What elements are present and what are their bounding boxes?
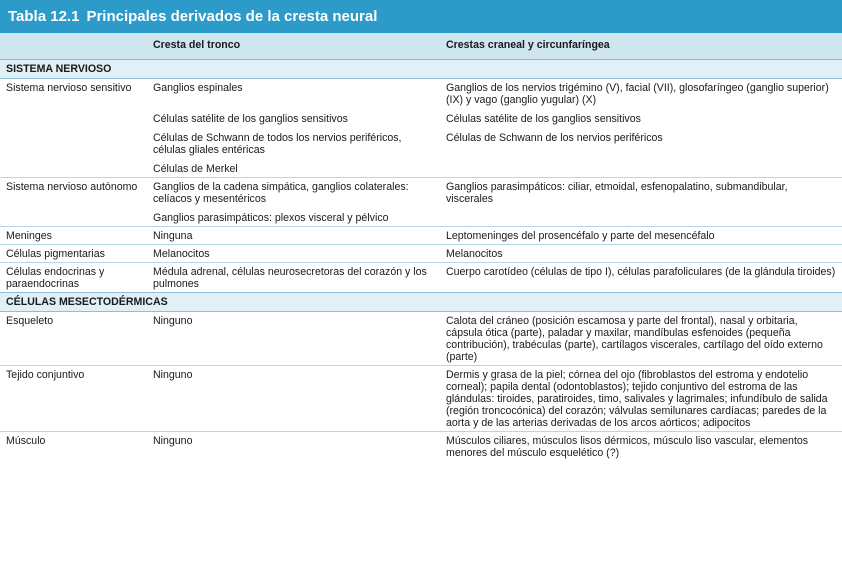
section-label: CÉLULAS MESECTODÉRMICAS xyxy=(0,293,842,312)
section-row xyxy=(0,293,842,312)
cranial-crest-cell: Leptomeninges del prosencéfalo y parte del mesencéfalo xyxy=(440,227,842,245)
header-trunk-crest: Cresta del tronco xyxy=(147,33,440,60)
row-category: Sistema nervioso autónomo xyxy=(0,178,147,227)
table-row xyxy=(0,366,842,432)
trunk-crest-cell: Ganglios espinales xyxy=(153,82,243,94)
cranial-crest-cell: Cuerpo carotídeo (células de tipo I), células parafoliculares (de la glándula tiroides) xyxy=(440,263,842,293)
table-header-row xyxy=(0,33,842,60)
trunk-crest-cell: Células satélite de los ganglios sensitivos xyxy=(153,113,348,125)
trunk-crest-cell: Ganglios parasimpáticos: plexos visceral y pélvico xyxy=(153,212,389,224)
cranial-crest-cell: Dermis y grasa de la piel; córnea del ojo (fibroblastos del estroma y endotelio corneal); papila dental (odontoblastos); tejido conjuntivo del estroma de las glándulas: tiroides, paratiroides, timo, salivales y lagrimales; infundíbulo de salida (región troncocónica) del corazón; válvulas semilunares cardíacas; paredes de la aorta y de las arterias derivadas de los arcos aórticos; adipocitos xyxy=(440,366,842,432)
cranial-crest-cell: Ganglios de los nervios trigémino (V), facial (VII), glosofaríngeo (ganglio superior) (IX) y vago (ganglio yugular) (X) xyxy=(446,82,829,106)
cranial-crest-cell: Células satélite de los ganglios sensitivos xyxy=(446,113,641,125)
derivatives-table xyxy=(0,33,842,461)
table-row xyxy=(0,227,842,245)
row-category: Músculo xyxy=(0,432,147,462)
row-category: Tejido conjuntivo xyxy=(0,366,147,432)
cranial-crest-cell xyxy=(440,207,842,227)
trunk-crest-cell: Ninguno xyxy=(147,432,440,462)
trunk-crest-cell: Ninguna xyxy=(147,227,440,245)
row-category: Células pigmentarias xyxy=(0,245,147,263)
trunk-crest-cell: Ganglios de la cadena simpática, ganglios colaterales: celíacos y mesentéricos xyxy=(147,178,440,208)
table-row xyxy=(0,245,842,263)
trunk-crest-cell: Ninguno xyxy=(153,315,193,327)
row-category: Sistema nervioso sensitivo xyxy=(6,82,132,94)
trunk-crest-cell: Ninguno xyxy=(147,366,440,432)
row-category: Meninges xyxy=(0,227,147,245)
cranial-crest-cell xyxy=(440,158,842,178)
row-category: Células endocrinas y paraendocrinas xyxy=(0,263,147,293)
trunk-crest-cell: Melanocitos xyxy=(147,245,440,263)
section-label: SISTEMA NERVIOSO xyxy=(0,60,842,79)
table-row xyxy=(0,432,842,462)
table-title-bar xyxy=(0,0,842,33)
table-row xyxy=(0,312,842,366)
header-category xyxy=(0,33,147,60)
table-title: Principales derivados de la cresta neural xyxy=(86,8,378,25)
cranial-crest-cell: Melanocitos xyxy=(440,245,842,263)
cranial-crest-cell: Ganglios parasimpáticos: ciliar, etmoidal, esfenopalatino, submandibular, viscerales xyxy=(440,178,842,208)
row-category: Esqueleto xyxy=(6,315,54,327)
table-body xyxy=(0,60,842,462)
table-number: Tabla 12.1 xyxy=(8,8,80,25)
table-row xyxy=(0,79,842,109)
cranial-crest-cell: Calota del cráneo (posición escamosa y parte del frontal), nasal y orbitaria, cápsula ótica (parte), paladar y maxilar, mandíbulas esfenoides (pequeña contribución), trabéculas (parte), cartílagos viscerales, cartílago del oído externo (parte) xyxy=(446,315,823,363)
trunk-crest-cell: Células de Schwann de todos los nervios periféricos, células gliales entéricas xyxy=(153,132,402,156)
table-row xyxy=(0,178,842,208)
header-cranial-crest: Crestas craneal y circunfaríngea xyxy=(440,33,842,60)
table-row xyxy=(0,263,842,293)
cranial-crest-cell: Músculos ciliares, músculos lisos dérmicos, músculo liso vascular, elementos menores del músculo esquelético (?) xyxy=(440,432,842,462)
trunk-crest-cell: Células de Merkel xyxy=(153,163,238,175)
trunk-crest-cell: Médula adrenal, células neurosecretoras del corazón y los pulmones xyxy=(147,263,440,293)
section-row xyxy=(0,60,842,79)
cranial-crest-cell: Células de Schwann de los nervios periféricos xyxy=(446,132,663,144)
